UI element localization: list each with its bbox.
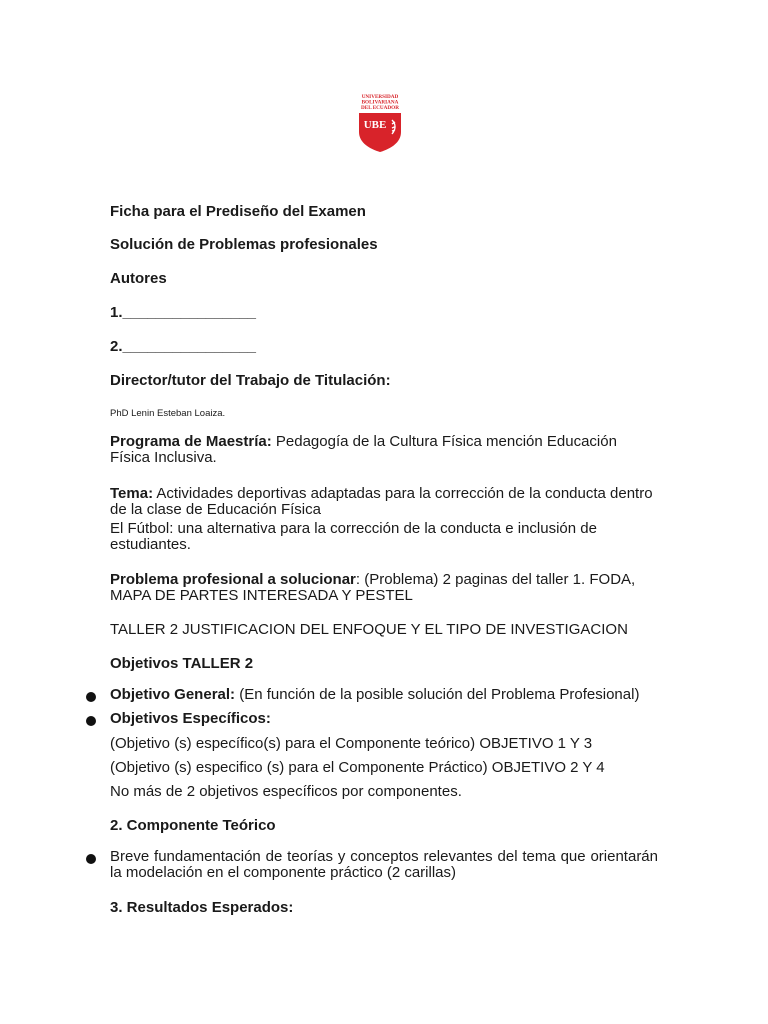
bullet-icon: [86, 716, 96, 726]
objetivos-especificos-label: Objetivos Específicos:: [110, 710, 271, 727]
programa-value: Pedagogía de la Cultura Física mención Educación Física Inclusiva.: [110, 433, 617, 466]
logo-line-2: BOLIVARIANA: [361, 99, 399, 106]
obj-general-label: Objetivo General:: [110, 686, 236, 703]
problema-value: : (Problema) 2 paginas del taller 1. FODA, MAPA DE PARTES INTERESADA Y PESTEL: [110, 571, 636, 604]
tema-label: Tema:: [110, 485, 154, 502]
tema-value: Actividades deportivas adaptadas para la corrección de la conducta dentro de la clase de Educación Física: [110, 485, 653, 518]
autores-label: Autores: [110, 270, 167, 287]
autor-1-line: 1.________________: [110, 304, 256, 321]
section-2-bullet-text: Breve fundamentación de teorías y conceptos relevantes del tema que orientarán la modelación en el componente práctico (2 carillas): [110, 848, 658, 881]
objetivo-line-2: (Objetivo (s) especifico (s) para el Componente Práctico) OBJETIVO 2 Y 4: [110, 759, 605, 776]
section-2-title: 2. Componente Teórico: [110, 817, 276, 834]
university-logo: [356, 92, 404, 154]
bullet-icon: [86, 692, 96, 702]
autor-2-line: 2.________________: [110, 338, 256, 355]
logo-line-1: UNIVERSIDAD: [361, 94, 399, 100]
bullet-icon: [86, 854, 96, 864]
objetivo-line-3: No más de 2 objetivos específicos por componentes.: [110, 783, 462, 800]
taller2-line: TALLER 2 JUSTIFICACION DEL ENFOQUE Y EL TIPO DE INVESTIGACION: [110, 621, 628, 638]
objetivo-line-1: (Objetivo (s) específico(s) para el Componente teórico) OBJETIVO 1 Y 3: [110, 735, 593, 752]
obj-general-value: (En función de la posible solución del Problema Profesional): [235, 686, 640, 703]
programa-paragraph: [110, 434, 658, 466]
programa-label: Programa de Maestría:: [110, 433, 272, 450]
section-3-title: 3. Resultados Esperados:: [110, 899, 294, 916]
director-label: Director/tutor del Trabajo de Titulación:: [110, 372, 391, 389]
objetivos-title: Objetivos TALLER 2: [110, 655, 254, 672]
tema-alt: El Fútbol: una alternativa para la corrección de la conducta e inclusión de estudiantes.: [110, 520, 597, 553]
logo-abbr: UBE: [363, 119, 387, 131]
logo-line-3: DEL ECUADOR: [361, 105, 399, 111]
objetivo-general: [110, 687, 658, 703]
tema-paragraph: [110, 486, 658, 518]
document-title: Ficha para el Prediseño del Examen: [110, 203, 366, 220]
director-name: PhD Lenin Esteban Loaiza.: [110, 408, 226, 419]
problema-label: Problema profesional a solucionar: [110, 571, 356, 588]
document-subtitle: Solución de Problemas profesionales: [110, 236, 378, 253]
problema-paragraph: [110, 572, 658, 604]
